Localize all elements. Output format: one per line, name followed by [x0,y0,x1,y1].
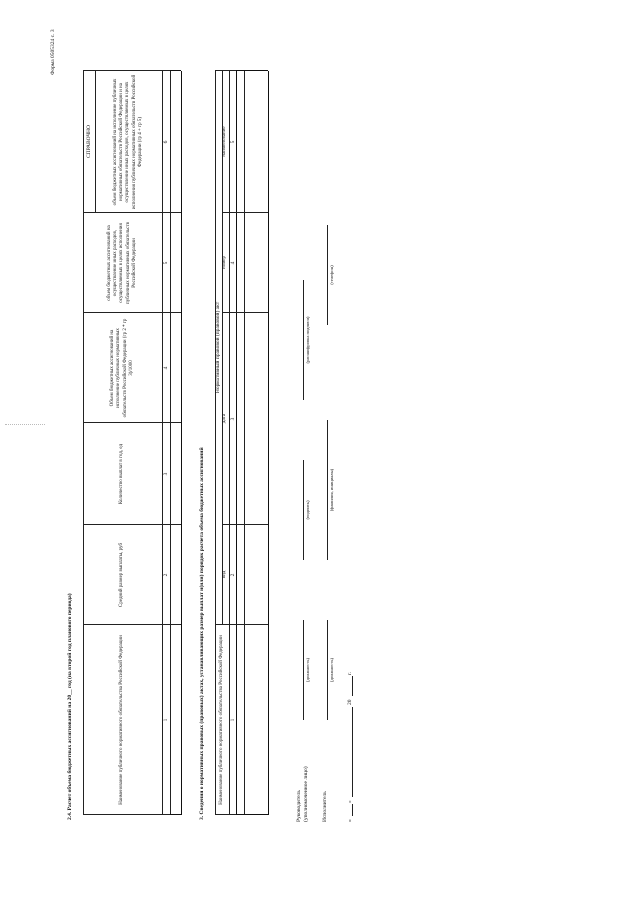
col-number: 2 [230,573,236,577]
col-number: 3 [163,472,169,476]
col-number: 2 [163,573,169,577]
head-signature-caption: (подпись) [305,500,310,520]
head-position-line[interactable] [303,620,304,720]
executor-phone-caption: (телефон) [329,265,334,285]
col-number: 4 [163,366,169,370]
scan-artifact [5,423,45,425]
col-number: 1 [230,718,236,722]
subcol-type: вид [222,570,228,579]
col-header-average-payment: Средний размер выплаты, руб [119,543,125,608]
executor-label: Исполнитель [322,791,328,822]
col-header-other-expenses: объем бюджетных ассигнований на осуществление иных расходов, осуществляемых в целях исполнения публичных нормативных обязательств Российской Федерации [106,221,137,305]
col-number: 3 [230,417,236,421]
section-3-title: 3. Сведения о нормативных правовых (правовых) актах, устанавливающих размер выплат и(или) порядок расчета объема бюджетных ассигнований [199,447,205,820]
head-signature-line[interactable] [303,460,304,560]
date-close-quote: » [347,800,353,803]
col-header-obligations-volume: Объем бюджетных ассигнований на исполнение публичных нормативных обязательств Российской Федерации (гр 2 * гр 3)/1000 [110,318,134,418]
col-number: 5 [163,261,169,265]
head-position-caption: (должность) [305,657,310,683]
subcol-title: наименование [222,126,228,157]
date-year-line[interactable] [352,676,353,696]
date-year-suffix: г. [347,671,353,675]
subcol-date: дата [222,413,228,424]
subcol-number: номер [222,256,228,269]
date-day-line[interactable] [352,804,353,816]
col-header-total-volume: объем бюджетных ассигнований на исполнение публичных нормативных обязательств Российской Федерации и на осуществление иных расходов, осуществляемых в целях исполнения публичных нормативных обязательств Российской Федерации (гр 4 + гр 5) [112,74,143,210]
col-header-legal-act: Нормативный правовой (правовой) акт [215,301,222,394]
head-decoded-line[interactable] [303,280,304,400]
date-month-line[interactable] [352,707,353,797]
executor-fio-line[interactable] [327,420,328,560]
date-open-quote: « [347,819,353,822]
section-2-4-title: 2.4. Расчет объема бюджетных ассигнований на 20__ год (на второй год планового периода) [67,593,73,820]
executor-fio-caption: (фамилия, инициалы) [329,468,334,512]
head-decoded-caption: (расшифровка подписи) [305,316,310,364]
form-code: Форма 0505324 с. 3 [50,29,56,75]
executor-phone-line[interactable] [327,225,328,325]
reference-header: СПРАВОЧНО [86,125,93,158]
col-number: 4 [230,261,236,265]
col-header-obligation-name: Наименование публичного нормативного обязательства Российской Федерации [219,635,225,805]
executor-position-caption: (должность) [329,657,334,683]
head-label-authorized: (уполномоченное лицо) [303,766,309,822]
col-number: 5 [230,140,236,144]
col-number: 6 [163,140,169,144]
col-number: 1 [163,718,169,722]
col-header-payments-count: Количество выплат в год, ед [119,443,125,505]
executor-position-line[interactable] [327,620,328,720]
date-year-prefix: 20 [347,699,353,705]
head-label: Руководитель [296,790,302,822]
col-header-obligation-name: Наименование публичного нормативного обязательства Российской Федерации [119,635,125,805]
